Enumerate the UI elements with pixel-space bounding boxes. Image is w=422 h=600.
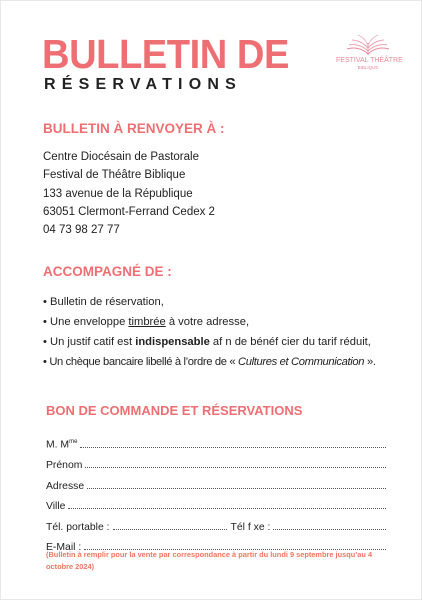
logo-subtext: BIBLIQUE <box>357 65 379 70</box>
mobile-label: Tél. portable : <box>46 521 110 533</box>
page-title: BULLETIN DE <box>42 31 289 77</box>
adresse-field[interactable] <box>87 488 386 489</box>
ville-field[interactable] <box>68 508 386 509</box>
firstname-row <box>46 451 386 472</box>
address-row <box>46 471 386 492</box>
open-book-icon <box>344 34 392 58</box>
logo-text: FESTIVAL THÉÂTRE <box>336 57 403 64</box>
list-item: • Un chèque bancaire libellé à l’ordre de « Cultures et Communication ». <box>43 356 376 368</box>
email-label: E-Mail : <box>46 542 82 553</box>
name-row <box>46 430 386 451</box>
phone-number: 04 73 98 27 77 <box>43 224 120 237</box>
festival-logo <box>336 32 403 72</box>
requirements-list <box>43 292 376 372</box>
mobile-field[interactable] <box>113 529 227 530</box>
adresse-label: Adresse <box>46 480 85 492</box>
prenom-field[interactable] <box>85 467 386 468</box>
phone-row <box>46 512 386 533</box>
landline-field[interactable] <box>273 529 386 530</box>
address-line: Festival de Théâtre Biblique <box>43 169 186 182</box>
ville-label: Ville <box>46 501 66 512</box>
address-block <box>43 148 215 239</box>
mm-label: M. $M^{me}$ <box>46 439 78 451</box>
order-form <box>46 430 386 553</box>
order-form-heading: BON DE COMMANDE ET RÉSERVATIONS <box>46 403 303 418</box>
address-line: 133 avenue de la République <box>43 187 193 200</box>
form-note: (Bulletin à remplir pour la vente par correspondance à partir du lundi 9 septembre jusqu’au 4 octobre 2024) <box>46 550 373 571</box>
prenom-label: Prénom <box>46 460 83 471</box>
city-row <box>46 492 386 513</box>
name-field[interactable] <box>80 447 386 448</box>
address-line: Centre Diocésain de Pastorale <box>43 151 199 163</box>
address-line: 63051 Clermont-Ferrand Cedex 2 <box>43 205 215 218</box>
landline-label: Tél f xe : <box>230 521 271 533</box>
list-item: • Une enveloppe timbrée à votre adresse, <box>43 316 250 328</box>
list-item: • Bulletin de réservation, <box>43 296 164 308</box>
list-item: • Un justif catif est indispensable af n de bénéf cier du tarif réduit, <box>43 336 371 348</box>
accompanied-heading: ACCOMPAGNÉ DE : <box>43 264 172 279</box>
send-to-heading: BULLETIN À RENVOYER À : <box>43 121 225 136</box>
page-subtitle: RÉSERVATIONS <box>44 76 242 93</box>
